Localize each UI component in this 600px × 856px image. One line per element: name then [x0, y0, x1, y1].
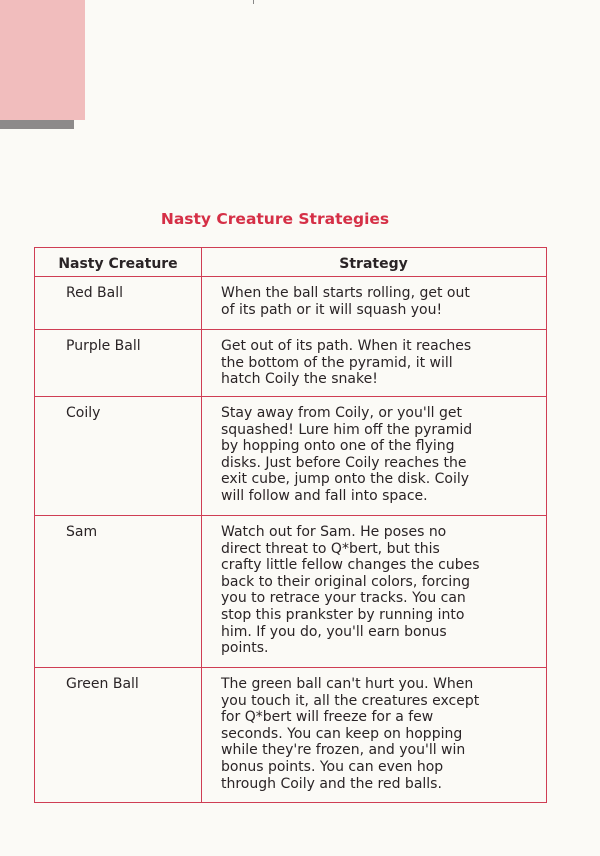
- table-row: [35, 515, 546, 667]
- strategy-line: for Q*bert will freeze for a few: [221, 709, 434, 726]
- strategy-cell: [221, 524, 521, 657]
- strategy-line: by hopping onto one of the flying: [221, 438, 455, 455]
- strategy-line: you to retrace your tracks. You can: [221, 590, 466, 607]
- header-strategy: Strategy: [339, 256, 408, 272]
- corner-decoration-shadow: [0, 120, 74, 129]
- strategy-line: disks. Just before Coily reaches the: [221, 454, 467, 471]
- strategy-line: will follow and fall into space.: [221, 487, 428, 504]
- strategy-line: through Coily and the red balls.: [221, 775, 442, 792]
- strategy-cell: [221, 285, 521, 318]
- table-row: [35, 329, 546, 396]
- strategy-line: points.: [221, 640, 269, 657]
- creature-cell: Green Ball: [66, 676, 139, 692]
- strategy-line: squashed! Lure him off the pyramid: [221, 421, 473, 438]
- strategy-cell: [221, 405, 521, 505]
- table-row: [35, 396, 546, 515]
- creature-cell: Purple Ball: [66, 338, 141, 354]
- strategy-line: of its path or it will squash you!: [221, 301, 443, 318]
- strategy-cell: [221, 338, 521, 388]
- strategy-line: Stay away from Coily, or you'll get: [221, 405, 462, 421]
- strategy-table: [34, 247, 547, 803]
- strategy-line: hatch Coily the snake!: [221, 371, 378, 388]
- strategy-line: him. If you do, you'll earn bonus: [221, 623, 447, 640]
- strategy-line: bonus points. You can even hop: [221, 758, 444, 775]
- page-title: Nasty Creature Strategies: [160, 210, 390, 228]
- header-creature: Nasty Creature: [58, 256, 178, 272]
- strategy-line: exit cube, jump onto the disk. Coily: [221, 471, 470, 488]
- strategy-line: while they're frozen, and you'll win: [221, 742, 466, 759]
- strategy-line: you touch it, all the creatures except: [221, 692, 480, 709]
- table-header-row: [35, 248, 546, 276]
- strategy-line: When the ball starts rolling, get out: [221, 285, 470, 301]
- corner-decoration: [0, 0, 85, 120]
- strategy-line: direct threat to Q*bert, but this: [221, 540, 440, 557]
- scan-speck: [253, 0, 254, 4]
- strategy-line: stop this prankster by running into: [221, 606, 465, 623]
- table-row: [35, 276, 546, 329]
- strategy-line: the bottom of the pyramid, it will: [221, 354, 453, 371]
- table-row: [35, 667, 546, 802]
- strategy-cell: [221, 676, 521, 792]
- strategy-line: The green ball can't hurt you. When: [221, 676, 474, 692]
- strategy-line: crafty little fellow changes the cubes: [221, 557, 480, 574]
- strategy-line: back to their original colors, forcing: [221, 573, 471, 590]
- strategy-line: Get out of its path. When it reaches: [221, 338, 472, 354]
- strategy-line: seconds. You can keep on hopping: [221, 725, 463, 742]
- creature-cell: Red Ball: [66, 285, 124, 301]
- creature-cell: Sam: [66, 524, 98, 540]
- strategy-line: Watch out for Sam. He poses no: [221, 524, 447, 540]
- creature-cell: Coily: [66, 405, 101, 421]
